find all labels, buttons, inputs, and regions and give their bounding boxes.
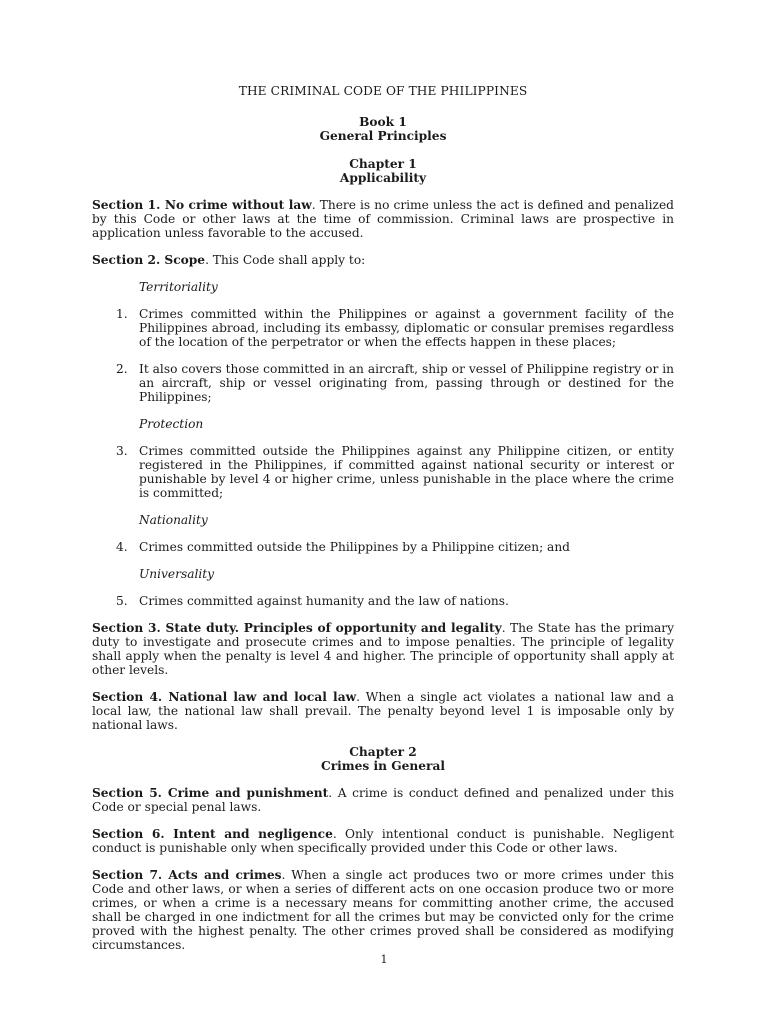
chapter-1-name: Applicability (339, 171, 427, 185)
section-3-text: . The State has the primary duty to investigate and prosecute crimes and to impose penalties. The principle of legality shall apply when the penalty is level 4 and higher. The principle of opportunity shall apply at other levels. (92, 621, 674, 677)
territoriality-label: Territoriality (139, 280, 218, 294)
section-5-text: . A crime is conduct defined and penalized under this Code or special penal laws. (92, 786, 675, 814)
section-5 (92, 786, 674, 814)
section-6-title: Section 6. Intent and negligence (92, 827, 333, 841)
scope-item-text: Crimes committed against humanity and the law of nations. (139, 594, 509, 608)
universality-label: Universality (139, 567, 215, 581)
scope-item-number: 2. (116, 362, 128, 376)
nationality-label: Nationality (139, 513, 208, 527)
section-2-title: Section 2. Scope (92, 253, 206, 267)
section-1 (92, 198, 674, 240)
section-6-text: . Only intentional conduct is punishable. Negligent conduct is punishable only when specifically provided under this Code or other laws. (92, 827, 674, 855)
scope-item-text: It also covers those committed in an aircraft, ship or vessel of Philippine registry or in an aircraft, ship or vessel originating from, passing through or destined for the Philippines; (139, 362, 674, 404)
document-page (92, 84, 674, 952)
section-3 (92, 621, 674, 677)
chapter-2-name: Crimes in General (321, 759, 445, 773)
section-7-title: Section 7. Acts and crimes (92, 868, 282, 882)
scope-item-2 (92, 362, 674, 404)
section-4-text: . When a single act violates a national law and a local law, the national law shall prevail. The penalty beyond level 1 is imposable only by national laws. (92, 690, 674, 732)
section-1-text: . There is no crime unless the act is defined and penalized by this Code or other laws at the time of commission. Criminal laws are prospective in application unless favorable to the accused. (92, 198, 674, 240)
chapter-2-heading (92, 745, 674, 773)
scope-item-text: Crimes committed outside the Philippines against any Philippine citizen, or entity registered in the Philippines, if committed against national security or interest or punishable by level 4 or higher crime, unless punishable in the place where the crime is committed; (139, 444, 674, 500)
section-2-text: . This Code shall apply to: (205, 253, 366, 267)
book-heading (92, 115, 674, 143)
scope-item-text: Crimes committed outside the Philippines by a Philippine citizen; and (139, 540, 570, 554)
scope-item-3 (92, 444, 674, 500)
page-number: 1 (380, 953, 388, 966)
section-6 (92, 827, 674, 855)
section-4 (92, 690, 674, 732)
scope-item-4 (92, 540, 674, 554)
chapter-1-heading (92, 157, 674, 185)
scope-item-text: Crimes committed within the Philippines or against a government facility of the Philippines abroad, including its embassy, diplomatic or consular premises regardless of the location of the perpetrator or when the effects happen in these places; (139, 307, 674, 349)
document-title: THE CRIMINAL CODE OF THE PHILIPPINES (238, 84, 528, 98)
book-label: Book 1 (359, 115, 407, 129)
section-7 (92, 868, 674, 952)
section-2 (92, 253, 674, 267)
scope-item-1 (92, 307, 674, 349)
protection-label: Protection (139, 417, 204, 431)
book-name: General Principles (319, 129, 447, 143)
section-7-text: . When a single act produces two or more crimes under this Code and other laws, or when a series of different acts on one occasion produce two or more crimes, or when a crime is a necessary means for committing another crime, the accused shall be charged in one indictment for all the crimes but may be convicted only for the crime proved with the highest penalty. The other crimes proved shall be considered as modifying circumstances. (92, 868, 674, 952)
section-5-title: Section 5. Crime and punishment (92, 786, 329, 800)
scope-item-5 (92, 594, 674, 608)
scope-item-number: 4. (116, 540, 128, 554)
scope-item-number: 1. (116, 307, 128, 321)
scope-item-number: 5. (116, 594, 128, 608)
chapter-2-label: Chapter 2 (349, 745, 417, 759)
section-3-title: Section 3. State duty. Principles of opportunity and legality (92, 621, 502, 635)
scope-item-number: 3. (116, 444, 128, 458)
section-4-title: Section 4. National law and local law (92, 690, 357, 704)
chapter-1-label: Chapter 1 (349, 157, 417, 171)
section-1-title: Section 1. No crime without law (92, 198, 312, 212)
